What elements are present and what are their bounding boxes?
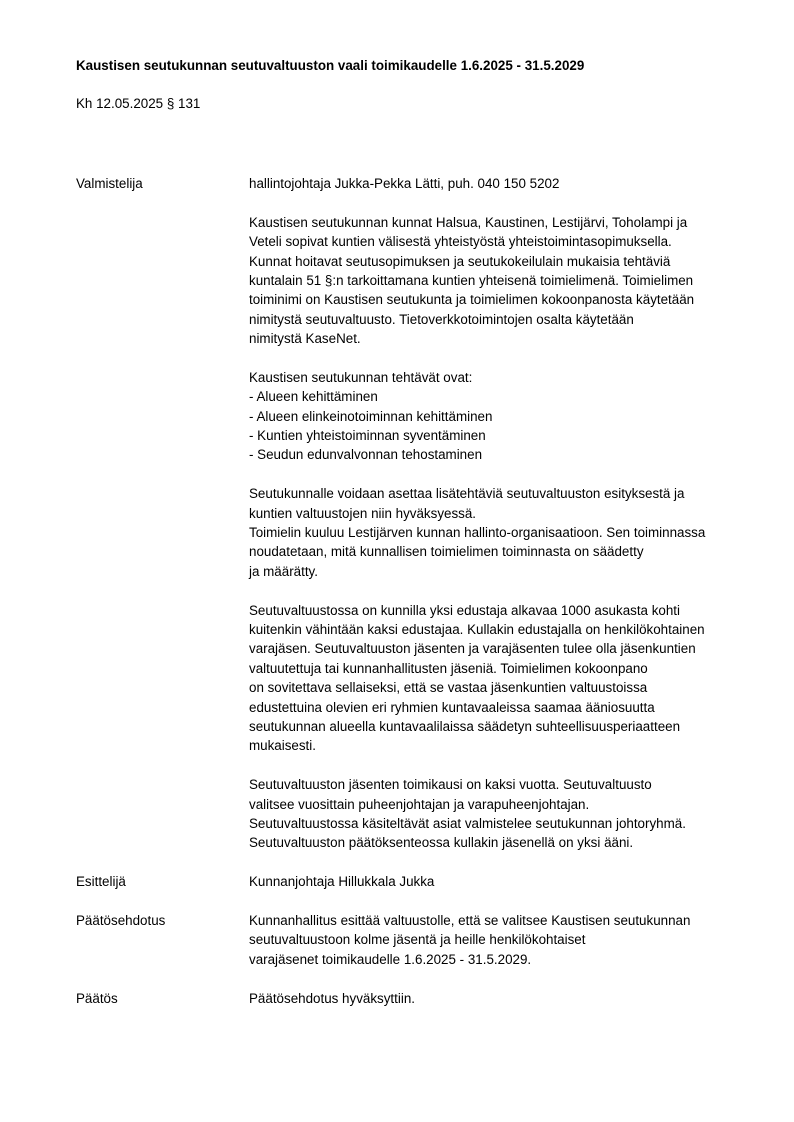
section-content bbox=[249, 872, 769, 891]
text-line: on sovitettava sellaiseksi, että se vastaa jäsenkuntien valtuustoissa bbox=[249, 680, 648, 696]
text-line: - Alueen elinkeinotoiminnan kehittäminen bbox=[249, 408, 493, 424]
text-line: noudatetaan, mitä kunnallisen toimielimen toiminnasta on säädetty bbox=[249, 544, 644, 560]
text-line: Kunnat hoitavat seutusopimuksen ja seutukokeilulain mukaisia tehtäviä bbox=[249, 253, 671, 269]
section-content bbox=[249, 174, 769, 853]
paragraph bbox=[249, 989, 769, 1008]
text-line: - Alueen kehittäminen bbox=[249, 389, 378, 405]
text-line: - Kuntien yhteistoiminnan syventäminen bbox=[249, 428, 486, 444]
text-line: Kaustisen seutukunnan kunnat Halsua, Kaustinen, Lestijärvi, Toholampi ja bbox=[249, 214, 688, 230]
text-line: Veteli sopivat kuntien välisestä yhteistyöstä yhteistoimintasopimuksella. bbox=[249, 234, 672, 250]
text-line: varajäsenet toimikaudelle 1.6.2025 - 31.5.2029. bbox=[249, 951, 532, 967]
text-line: toiminimi on Kaustisen seutukunta ja toimielimen kokoonpanosta käytetään bbox=[249, 292, 695, 308]
text-line: nimitystä KaseNet. bbox=[249, 331, 361, 347]
text-line: nimitystä seutuvaltuusto. Tietoverkkotoimintojen osalta käytetään bbox=[249, 311, 634, 327]
section-label: Valmistelija bbox=[76, 176, 143, 191]
text-line: edustettuina olevien eri ryhmien kuntavaaleissa saamaa ääniosuutta bbox=[249, 699, 655, 715]
text-line: kuntien valtuustojen niin hyväksyessä. bbox=[249, 505, 477, 521]
meeting-reference: Kh 12.05.2025 § 131 bbox=[76, 96, 201, 111]
text-line: Seutuvaltuustossa käsiteltävät asiat valmistelee seutukunnan johtoryhmä. bbox=[249, 815, 686, 831]
text-line: Kunnanhallitus esittää valtuustolle, että se valitsee Kaustisen seutukunnan bbox=[249, 913, 691, 928]
text-line: Seutuvaltuuston jäsenten toimikausi on kaksi vuotta. Seutuvaltuusto bbox=[249, 777, 652, 793]
section-content bbox=[249, 989, 769, 1008]
text-line: Seutuvaltuustossa on kunnilla yksi edustaja alkavaa 1000 asukasta kohti bbox=[249, 602, 681, 618]
text-line: seutuvaltuustoon kolme jäsentä ja heille henkilökohtaiset bbox=[249, 932, 586, 948]
text-line: Kaustisen seutukunnan tehtävät ovat: bbox=[249, 369, 473, 385]
section-label: Esittelijä bbox=[76, 874, 126, 889]
paragraph bbox=[249, 484, 769, 581]
text-line: valitsee vuosittain puheenjohtajan ja varapuheenjohtajan. bbox=[249, 796, 590, 812]
text-line: Seutuvaltuuston päätöksenteossa kullakin jäsenellä on yksi ääni. bbox=[249, 835, 634, 851]
text-line: Päätösehdotus hyväksyttiin. bbox=[249, 991, 415, 1006]
text-line: varajäsen. Seutuvaltuuston jäsenten ja varajäsenten tulee olla jäsenkuntien bbox=[249, 641, 696, 657]
text-line: mukaisesti. bbox=[249, 738, 316, 754]
text-line: - Seudun edunvalvonnan tehostaminen bbox=[249, 447, 483, 463]
document-title: Kaustisen seutukunnan seutuvaltuuston vaali toimikaudelle 1.6.2025 - 31.5.2029 bbox=[76, 58, 585, 73]
section-label: Päätösehdotus bbox=[76, 913, 166, 928]
text-line: seutukunnan alueella kuntavaalilaissa säädetyn suhteellisuusperiaatteen bbox=[249, 718, 681, 734]
paragraph bbox=[249, 174, 769, 193]
text-line: Seutukunnalle voidaan asettaa lisätehtäviä seutuvaltuuston esityksestä ja bbox=[249, 486, 685, 502]
section-content bbox=[249, 911, 769, 969]
section-label: Päätös bbox=[76, 991, 118, 1006]
paragraph bbox=[249, 601, 769, 756]
paragraph bbox=[249, 775, 769, 853]
paragraph bbox=[249, 213, 769, 349]
text-line: kuntalain 51 §:n tarkoittamana kuntien yhteisenä toimielimenä. Toimielimen bbox=[249, 272, 694, 288]
text-line: kuitenkin vähintään kaksi edustajaa. Kullakin edustajalla on henkilökohtainen bbox=[249, 621, 705, 637]
text-line: valtuutettuja tai kunnanhallitusten jäseniä. Toimielimen kokoonpano bbox=[249, 660, 648, 676]
paragraph bbox=[249, 368, 769, 465]
text-line: ja määrätty. bbox=[249, 563, 318, 579]
text-line: hallintojohtaja Jukka-Pekka Lätti, puh. 040 150 5202 bbox=[249, 176, 560, 191]
paragraph bbox=[249, 911, 769, 969]
paragraph bbox=[249, 872, 769, 891]
text-line: Toimielin kuuluu Lestijärven kunnan hallinto-organisaatioon. Sen toiminnassa bbox=[249, 525, 706, 541]
text-line: Kunnanjohtaja Hillukkala Jukka bbox=[249, 874, 435, 889]
